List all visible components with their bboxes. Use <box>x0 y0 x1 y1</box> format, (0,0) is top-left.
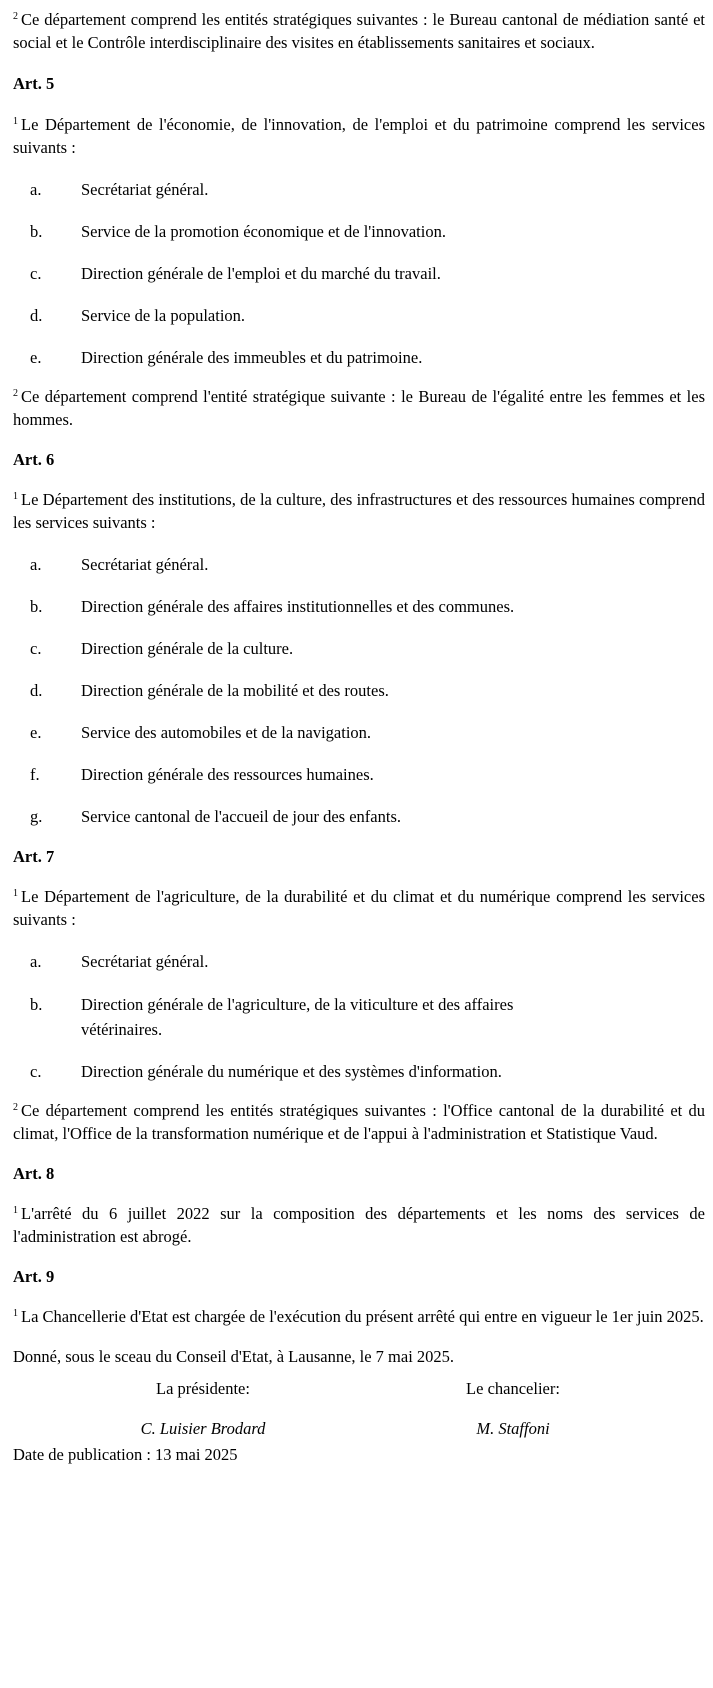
president-signature <box>113 1377 293 1440</box>
chancellor-name: M. Staffoni <box>476 1419 550 1438</box>
list-letter: c. <box>30 264 42 283</box>
art7-service-list <box>13 950 705 1083</box>
article-heading: Art. 6 <box>13 450 55 469</box>
list-item <box>13 950 705 973</box>
paragraph-number: 2 <box>13 1102 18 1113</box>
art6-paragraph-1 <box>13 488 705 534</box>
list-letter: d. <box>30 306 43 325</box>
list-letter: f. <box>30 765 40 784</box>
paragraph-number: 1 <box>13 888 18 899</box>
given-statement: Donné, sous le sceau du Conseil d'Etat, à Lausanne, le 7 mai 2025. <box>13 1347 455 1366</box>
article-heading: Art. 7 <box>13 847 55 866</box>
paragraph-number: 1 <box>13 116 18 127</box>
paragraph-number: 1 <box>13 1205 18 1216</box>
list-letter: b. <box>30 995 43 1014</box>
list-item-text: Direction générale du numérique et des systèmes d'information. <box>81 1062 502 1081</box>
paragraph-text: L'arrêté du 6 juillet 2022 sur la composition des départements et les noms des services de l'administration est abrogé. <box>13 1204 705 1246</box>
article-heading: Art. 9 <box>13 1267 55 1286</box>
list-item <box>13 262 705 285</box>
list-item <box>13 220 705 243</box>
list-item-text: Direction générale de la mobilité et des routes. <box>81 681 389 700</box>
chancellor-signature <box>438 1377 588 1440</box>
list-item-text: Service cantonal de l'accueil de jour des enfants. <box>81 807 402 826</box>
list-item-text: Service des automobiles et de la navigation. <box>81 723 372 742</box>
list-letter: c. <box>30 639 42 658</box>
list-item <box>13 721 705 744</box>
list-item <box>13 178 705 201</box>
list-letter: c. <box>30 1062 42 1081</box>
list-item <box>13 637 705 660</box>
list-item-text: Secrétariat général. <box>81 180 209 199</box>
article-heading: Art. 5 <box>13 74 55 93</box>
list-letter: a. <box>30 180 42 199</box>
paragraph-text: La Chancellerie d'Etat est chargée de l'exécution du présent arrêté qui entre en vigueur le 1er juin 2025. <box>21 1307 704 1326</box>
document-page <box>13 8 705 1466</box>
list-item-text: Direction générale de l'emploi et du marché du travail. <box>81 264 441 283</box>
list-letter: e. <box>30 723 42 742</box>
president-role: La présidente: <box>156 1379 250 1398</box>
paragraph-number: 1 <box>13 1308 18 1319</box>
paragraph-text: Ce département comprend l'entité stratégique suivante : le Bureau de l'égalité entre les femmes et les hommes. <box>13 387 705 429</box>
signature-block <box>13 1377 705 1439</box>
art5-paragraph-2 <box>13 385 705 431</box>
list-item-text: Direction générale de l'agriculture, de la viticulture et des affaires vétérinaires. <box>81 995 514 1039</box>
list-letter: b. <box>30 222 43 241</box>
list-item <box>13 679 705 702</box>
art7-paragraph-2 <box>13 1099 705 1145</box>
publication-date: Date de publication : 13 mai 2025 <box>13 1445 238 1464</box>
paragraph-number: 1 <box>13 491 18 502</box>
list-letter: g. <box>30 807 43 826</box>
list-item <box>13 805 705 828</box>
list-item <box>13 346 705 369</box>
list-item <box>13 304 705 327</box>
list-item-text: Direction générale des affaires institutionnelles et des communes. <box>81 597 515 616</box>
paragraph-number: 2 <box>13 11 18 22</box>
paragraph-number: 2 <box>13 388 18 399</box>
paragraph-text: Le Département de l'agriculture, de la durabilité et du climat et du numérique comprend les services suivants : <box>13 887 705 929</box>
list-item-text: Service de la population. <box>81 306 246 325</box>
list-item <box>13 595 705 618</box>
art9-paragraph-1 <box>13 1305 705 1328</box>
list-item <box>13 763 705 786</box>
list-item <box>13 553 705 576</box>
president-name: C. Luisier Brodard <box>140 1419 266 1438</box>
art5-paragraph-1 <box>13 113 705 159</box>
list-item-text: Secrétariat général. <box>81 555 209 574</box>
list-item-text: Service de la promotion économique et de l'innovation. <box>81 222 446 241</box>
chancellor-role: Le chancelier: <box>466 1379 560 1398</box>
list-item <box>13 1060 705 1083</box>
list-item-text: Direction générale de la culture. <box>81 639 294 658</box>
list-letter: d. <box>30 681 43 700</box>
paragraph-text: Le Département de l'économie, de l'innovation, de l'emploi et du patrimoine comprend les services suivants : <box>13 115 705 157</box>
list-item-text: Direction générale des ressources humaines. <box>81 765 374 784</box>
paragraph-text: Le Département des institutions, de la culture, des infrastructures et des ressources humaines comprend les services suivants : <box>13 490 705 532</box>
list-item <box>13 992 705 1042</box>
list-letter: b. <box>30 597 43 616</box>
paragraph-text: Ce département comprend les entités stratégiques suivantes : l'Office cantonal de la durabilité et du climat, l'Office de la transformation numérique et de l'appui à l'administration et Statistique Vaud. <box>13 1101 705 1143</box>
art7-paragraph-1 <box>13 885 705 931</box>
intro-paragraph <box>13 8 705 54</box>
art5-service-list <box>13 178 705 369</box>
list-item-text: Direction générale des immeubles et du patrimoine. <box>81 348 423 367</box>
art6-service-list <box>13 553 705 828</box>
list-letter: a. <box>30 952 42 971</box>
list-item-text: Secrétariat général. <box>81 952 209 971</box>
list-letter: a. <box>30 555 42 574</box>
paragraph-text: Ce département comprend les entités stratégiques suivantes : le Bureau cantonal de médiation santé et social et le Contrôle interdisciplinaire des visites en établissements sanitaires et sociaux. <box>13 10 705 52</box>
list-letter: e. <box>30 348 42 367</box>
article-heading: Art. 8 <box>13 1164 55 1183</box>
art8-paragraph-1 <box>13 1202 705 1248</box>
